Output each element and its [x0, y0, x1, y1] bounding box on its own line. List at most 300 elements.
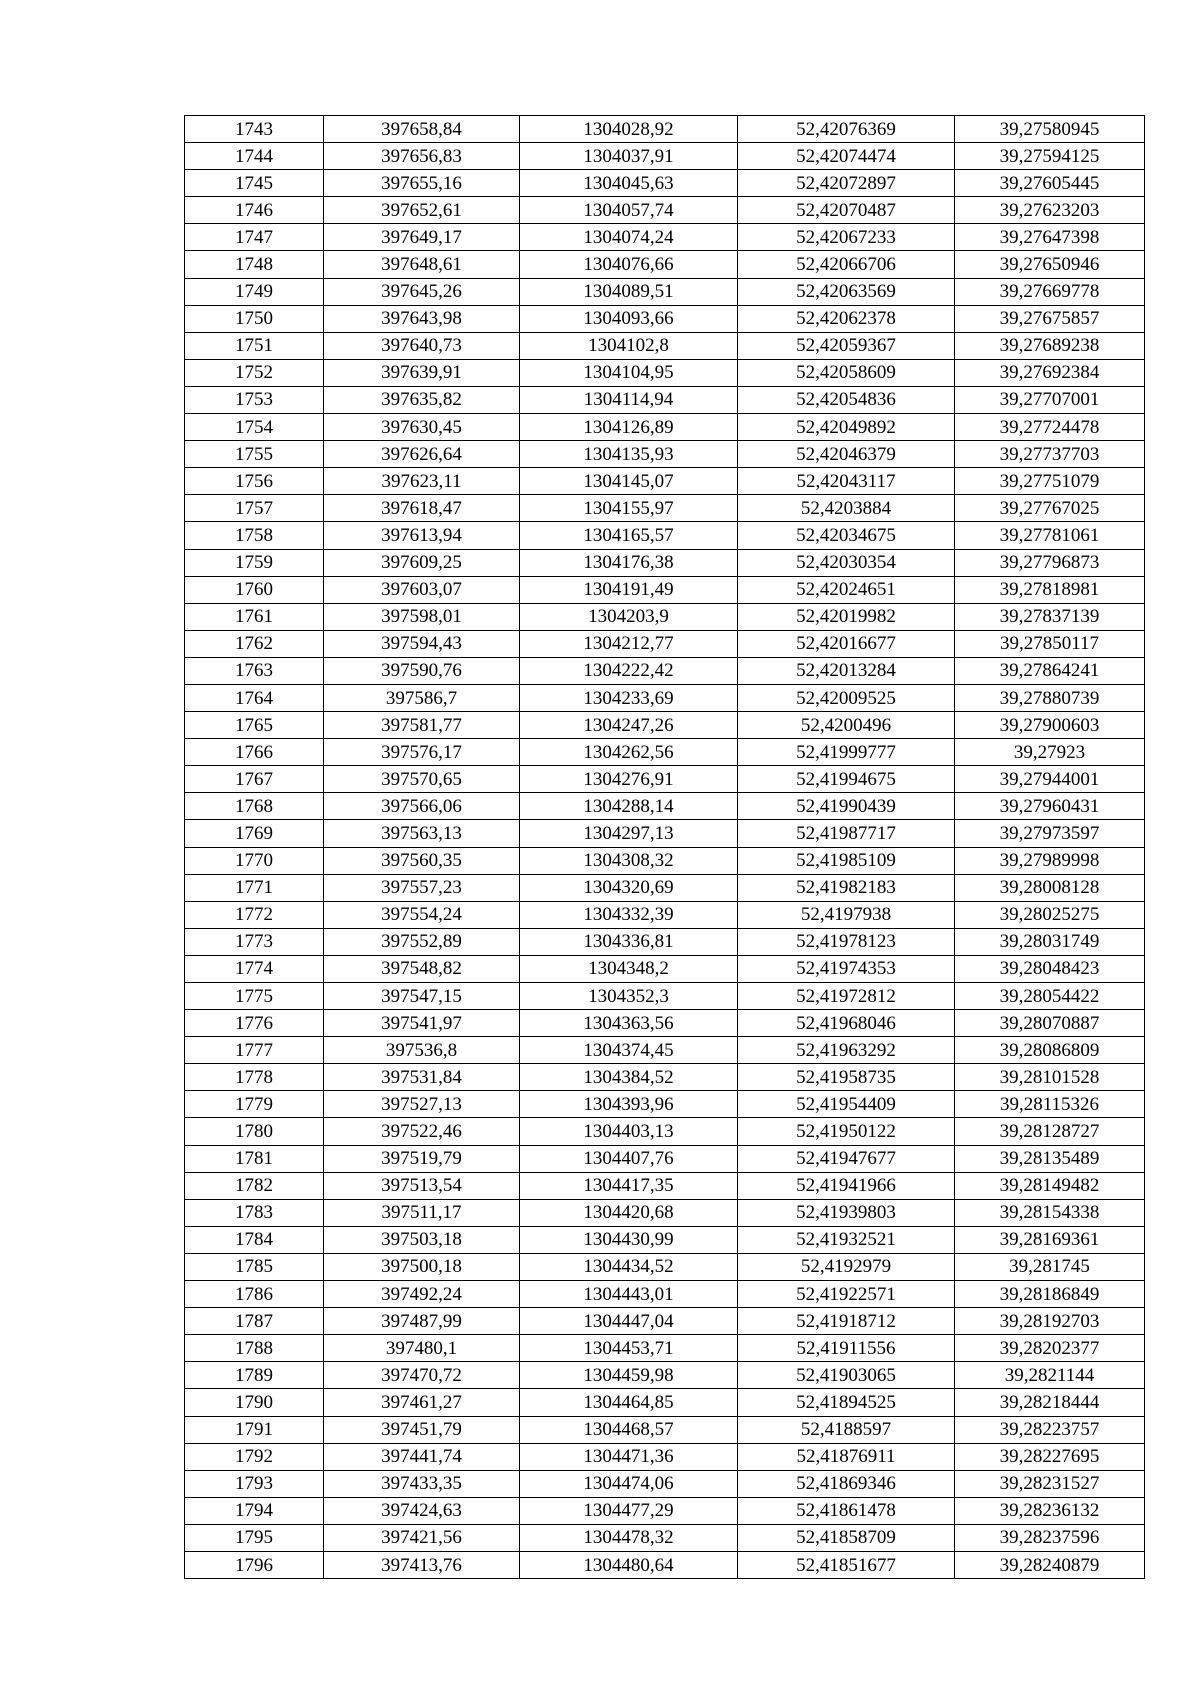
point-number-cell: 1751: [185, 332, 324, 359]
latitude-cell: 52,42076369: [738, 116, 955, 143]
table-row: [185, 820, 1145, 847]
latitude-cell: 52,41941966: [738, 1172, 955, 1199]
x-coordinate-cell: 397487,99: [324, 1308, 520, 1335]
x-coordinate-cell: 397623,11: [324, 468, 520, 495]
latitude-cell: 52,41918712: [738, 1308, 955, 1335]
latitude-cell: 52,41922571: [738, 1281, 955, 1308]
point-number-cell: 1786: [185, 1281, 324, 1308]
longitude-cell: 39,28169361: [955, 1226, 1145, 1253]
x-coordinate-cell: 397480,1: [324, 1335, 520, 1362]
point-number-cell: 1782: [185, 1172, 324, 1199]
point-number-cell: 1796: [185, 1551, 324, 1578]
y-coordinate-cell: 1304114,94: [520, 386, 738, 413]
x-coordinate-cell: 397522,46: [324, 1118, 520, 1145]
table-row: [185, 1362, 1145, 1389]
latitude-cell: 52,41903065: [738, 1362, 955, 1389]
latitude-cell: 52,4188597: [738, 1416, 955, 1443]
y-coordinate-cell: 1304348,2: [520, 955, 738, 982]
x-coordinate-cell: 397441,74: [324, 1443, 520, 1470]
x-coordinate-cell: 397503,18: [324, 1226, 520, 1253]
x-coordinate-cell: 397626,64: [324, 441, 520, 468]
longitude-cell: 39,28048423: [955, 955, 1145, 982]
latitude-cell: 52,41968046: [738, 1010, 955, 1037]
latitude-cell: 52,41939803: [738, 1199, 955, 1226]
x-coordinate-cell: 397658,84: [324, 116, 520, 143]
y-coordinate-cell: 1304076,66: [520, 251, 738, 278]
x-coordinate-cell: 397643,98: [324, 305, 520, 332]
longitude-cell: 39,27594125: [955, 143, 1145, 170]
table-row: [185, 901, 1145, 928]
latitude-cell: 52,41994675: [738, 766, 955, 793]
y-coordinate-cell: 1304407,76: [520, 1145, 738, 1172]
table-row: [185, 332, 1145, 359]
y-coordinate-cell: 1304430,99: [520, 1226, 738, 1253]
latitude-cell: 52,42067233: [738, 224, 955, 251]
point-number-cell: 1780: [185, 1118, 324, 1145]
table-row: [185, 1199, 1145, 1226]
latitude-cell: 52,4200496: [738, 712, 955, 739]
longitude-cell: 39,28086809: [955, 1037, 1145, 1064]
x-coordinate-cell: 397635,82: [324, 386, 520, 413]
table-row: [185, 1091, 1145, 1118]
longitude-cell: 39,27944001: [955, 766, 1145, 793]
point-number-cell: 1794: [185, 1497, 324, 1524]
point-number-cell: 1747: [185, 224, 324, 251]
table-row: [185, 712, 1145, 739]
latitude-cell: 52,42070487: [738, 197, 955, 224]
latitude-cell: 52,42043117: [738, 468, 955, 495]
latitude-cell: 52,41985109: [738, 847, 955, 874]
latitude-cell: 52,41950122: [738, 1118, 955, 1145]
longitude-cell: 39,28223757: [955, 1416, 1145, 1443]
x-coordinate-cell: 397560,35: [324, 847, 520, 874]
longitude-cell: 39,28237596: [955, 1524, 1145, 1551]
longitude-cell: 39,27647398: [955, 224, 1145, 251]
x-coordinate-cell: 397594,43: [324, 630, 520, 657]
table-row: [185, 197, 1145, 224]
table-row: [185, 359, 1145, 386]
latitude-cell: 52,41974353: [738, 955, 955, 982]
y-coordinate-cell: 1304288,14: [520, 793, 738, 820]
point-number-cell: 1756: [185, 468, 324, 495]
longitude-cell: 39,28070887: [955, 1010, 1145, 1037]
longitude-cell: 39,27880739: [955, 684, 1145, 711]
longitude-cell: 39,27960431: [955, 793, 1145, 820]
latitude-cell: 52,42074474: [738, 143, 955, 170]
point-number-cell: 1746: [185, 197, 324, 224]
x-coordinate-cell: 397652,61: [324, 197, 520, 224]
x-coordinate-cell: 397630,45: [324, 414, 520, 441]
table-row: [185, 684, 1145, 711]
point-number-cell: 1792: [185, 1443, 324, 1470]
x-coordinate-cell: 397536,8: [324, 1037, 520, 1064]
latitude-cell: 52,42062378: [738, 305, 955, 332]
table-row: [185, 1253, 1145, 1280]
table-row: [185, 1470, 1145, 1497]
point-number-cell: 1755: [185, 441, 324, 468]
x-coordinate-cell: 397470,72: [324, 1362, 520, 1389]
y-coordinate-cell: 1304447,04: [520, 1308, 738, 1335]
x-coordinate-cell: 397531,84: [324, 1064, 520, 1091]
y-coordinate-cell: 1304093,66: [520, 305, 738, 332]
latitude-cell: 52,42072897: [738, 170, 955, 197]
latitude-cell: 52,42019982: [738, 603, 955, 630]
point-number-cell: 1776: [185, 1010, 324, 1037]
table-row: [185, 251, 1145, 278]
table-row: [185, 143, 1145, 170]
longitude-cell: 39,27837139: [955, 603, 1145, 630]
y-coordinate-cell: 1304222,42: [520, 657, 738, 684]
latitude-cell: 52,41911556: [738, 1335, 955, 1362]
longitude-cell: 39,27650946: [955, 251, 1145, 278]
table-row: [185, 1145, 1145, 1172]
point-number-cell: 1749: [185, 278, 324, 305]
x-coordinate-cell: 397649,17: [324, 224, 520, 251]
table-row: [185, 1308, 1145, 1335]
x-coordinate-cell: 397421,56: [324, 1524, 520, 1551]
latitude-cell: 52,42066706: [738, 251, 955, 278]
latitude-cell: 52,42059367: [738, 332, 955, 359]
x-coordinate-cell: 397557,23: [324, 874, 520, 901]
y-coordinate-cell: 1304203,9: [520, 603, 738, 630]
y-coordinate-cell: 1304104,95: [520, 359, 738, 386]
x-coordinate-cell: 397461,27: [324, 1389, 520, 1416]
table-row: [185, 630, 1145, 657]
x-coordinate-cell: 397548,82: [324, 955, 520, 982]
longitude-cell: 39,28186849: [955, 1281, 1145, 1308]
longitude-cell: 39,28202377: [955, 1335, 1145, 1362]
table-row: [185, 1226, 1145, 1253]
table-row: [185, 1389, 1145, 1416]
longitude-cell: 39,28236132: [955, 1497, 1145, 1524]
point-number-cell: 1791: [185, 1416, 324, 1443]
latitude-cell: 52,41954409: [738, 1091, 955, 1118]
longitude-cell: 39,28192703: [955, 1308, 1145, 1335]
point-number-cell: 1787: [185, 1308, 324, 1335]
point-number-cell: 1781: [185, 1145, 324, 1172]
latitude-cell: 52,42009525: [738, 684, 955, 711]
longitude-cell: 39,28154338: [955, 1199, 1145, 1226]
latitude-cell: 52,4192979: [738, 1253, 955, 1280]
longitude-cell: 39,27675857: [955, 305, 1145, 332]
longitude-cell: 39,27781061: [955, 522, 1145, 549]
latitude-cell: 52,42034675: [738, 522, 955, 549]
point-number-cell: 1767: [185, 766, 324, 793]
point-number-cell: 1789: [185, 1362, 324, 1389]
y-coordinate-cell: 1304233,69: [520, 684, 738, 711]
table-row: [185, 739, 1145, 766]
longitude-cell: 39,27864241: [955, 657, 1145, 684]
longitude-cell: 39,28218444: [955, 1389, 1145, 1416]
longitude-cell: 39,27623203: [955, 197, 1145, 224]
x-coordinate-cell: 397511,17: [324, 1199, 520, 1226]
y-coordinate-cell: 1304459,98: [520, 1362, 738, 1389]
y-coordinate-cell: 1304477,29: [520, 1497, 738, 1524]
longitude-cell: 39,27973597: [955, 820, 1145, 847]
table-row: [185, 414, 1145, 441]
x-coordinate-cell: 397519,79: [324, 1145, 520, 1172]
table-row: [185, 278, 1145, 305]
latitude-cell: 52,41963292: [738, 1037, 955, 1064]
point-number-cell: 1752: [185, 359, 324, 386]
y-coordinate-cell: 1304417,35: [520, 1172, 738, 1199]
x-coordinate-cell: 397640,73: [324, 332, 520, 359]
point-number-cell: 1745: [185, 170, 324, 197]
table-row: [185, 441, 1145, 468]
table-row: [185, 576, 1145, 603]
latitude-cell: 52,41978123: [738, 928, 955, 955]
y-coordinate-cell: 1304045,63: [520, 170, 738, 197]
longitude-cell: 39,27724478: [955, 414, 1145, 441]
x-coordinate-cell: 397552,89: [324, 928, 520, 955]
y-coordinate-cell: 1304276,91: [520, 766, 738, 793]
latitude-cell: 52,42046379: [738, 441, 955, 468]
point-number-cell: 1761: [185, 603, 324, 630]
point-number-cell: 1768: [185, 793, 324, 820]
table-row: [185, 928, 1145, 955]
longitude-cell: 39,281745: [955, 1253, 1145, 1280]
point-number-cell: 1777: [185, 1037, 324, 1064]
point-number-cell: 1773: [185, 928, 324, 955]
latitude-cell: 52,42013284: [738, 657, 955, 684]
point-number-cell: 1788: [185, 1335, 324, 1362]
y-coordinate-cell: 1304247,26: [520, 712, 738, 739]
table-row: [185, 603, 1145, 630]
x-coordinate-cell: 397424,63: [324, 1497, 520, 1524]
y-coordinate-cell: 1304102,8: [520, 332, 738, 359]
x-coordinate-cell: 397613,94: [324, 522, 520, 549]
table-row: [185, 1497, 1145, 1524]
x-coordinate-cell: 397645,26: [324, 278, 520, 305]
x-coordinate-cell: 397639,91: [324, 359, 520, 386]
point-number-cell: 1762: [185, 630, 324, 657]
x-coordinate-cell: 397433,35: [324, 1470, 520, 1497]
table-row: [185, 1524, 1145, 1551]
point-number-cell: 1744: [185, 143, 324, 170]
y-coordinate-cell: 1304474,06: [520, 1470, 738, 1497]
point-number-cell: 1784: [185, 1226, 324, 1253]
y-coordinate-cell: 1304320,69: [520, 874, 738, 901]
y-coordinate-cell: 1304037,91: [520, 143, 738, 170]
table-row: [185, 793, 1145, 820]
longitude-cell: 39,28227695: [955, 1443, 1145, 1470]
latitude-cell: 52,41932521: [738, 1226, 955, 1253]
y-coordinate-cell: 1304434,52: [520, 1253, 738, 1280]
longitude-cell: 39,27818981: [955, 576, 1145, 603]
latitude-cell: 52,42016677: [738, 630, 955, 657]
longitude-cell: 39,28025275: [955, 901, 1145, 928]
y-coordinate-cell: 1304165,57: [520, 522, 738, 549]
latitude-cell: 52,42049892: [738, 414, 955, 441]
point-number-cell: 1770: [185, 847, 324, 874]
longitude-cell: 39,27737703: [955, 441, 1145, 468]
y-coordinate-cell: 1304374,45: [520, 1037, 738, 1064]
y-coordinate-cell: 1304297,13: [520, 820, 738, 847]
point-number-cell: 1779: [185, 1091, 324, 1118]
x-coordinate-cell: 397527,13: [324, 1091, 520, 1118]
latitude-cell: 52,41851677: [738, 1551, 955, 1578]
longitude-cell: 39,27605445: [955, 170, 1145, 197]
table-row: [185, 468, 1145, 495]
x-coordinate-cell: 397586,7: [324, 684, 520, 711]
x-coordinate-cell: 397590,76: [324, 657, 520, 684]
longitude-cell: 39,28008128: [955, 874, 1145, 901]
point-number-cell: 1757: [185, 495, 324, 522]
point-number-cell: 1764: [185, 684, 324, 711]
table-row: [185, 170, 1145, 197]
latitude-cell: 52,41861478: [738, 1497, 955, 1524]
table-row: [185, 1443, 1145, 1470]
longitude-cell: 39,28101528: [955, 1064, 1145, 1091]
y-coordinate-cell: 1304384,52: [520, 1064, 738, 1091]
coordinates-table: [184, 115, 1145, 1579]
x-coordinate-cell: 397492,24: [324, 1281, 520, 1308]
table-row: [185, 1335, 1145, 1362]
longitude-cell: 39,28240879: [955, 1551, 1145, 1578]
longitude-cell: 39,28054422: [955, 983, 1145, 1010]
point-number-cell: 1793: [185, 1470, 324, 1497]
x-coordinate-cell: 397547,15: [324, 983, 520, 1010]
table-row: [185, 386, 1145, 413]
latitude-cell: 52,41982183: [738, 874, 955, 901]
point-number-cell: 1754: [185, 414, 324, 441]
table-row: [185, 1551, 1145, 1578]
point-number-cell: 1753: [185, 386, 324, 413]
table-row: [185, 766, 1145, 793]
point-number-cell: 1763: [185, 657, 324, 684]
y-coordinate-cell: 1304089,51: [520, 278, 738, 305]
latitude-cell: 52,4197938: [738, 901, 955, 928]
y-coordinate-cell: 1304145,07: [520, 468, 738, 495]
table-row: [185, 1416, 1145, 1443]
table-row: [185, 224, 1145, 251]
longitude-cell: 39,27767025: [955, 495, 1145, 522]
longitude-cell: 39,27751079: [955, 468, 1145, 495]
y-coordinate-cell: 1304057,74: [520, 197, 738, 224]
longitude-cell: 39,27707001: [955, 386, 1145, 413]
longitude-cell: 39,28115326: [955, 1091, 1145, 1118]
coordinates-table-body: [185, 116, 1145, 1579]
table-row: [185, 1172, 1145, 1199]
point-number-cell: 1772: [185, 901, 324, 928]
table-row: [185, 522, 1145, 549]
point-number-cell: 1748: [185, 251, 324, 278]
latitude-cell: 52,42054836: [738, 386, 955, 413]
y-coordinate-cell: 1304135,93: [520, 441, 738, 468]
y-coordinate-cell: 1304126,89: [520, 414, 738, 441]
latitude-cell: 52,41894525: [738, 1389, 955, 1416]
table-row: [185, 305, 1145, 332]
y-coordinate-cell: 1304336,81: [520, 928, 738, 955]
longitude-cell: 39,28128727: [955, 1118, 1145, 1145]
y-coordinate-cell: 1304212,77: [520, 630, 738, 657]
point-number-cell: 1758: [185, 522, 324, 549]
y-coordinate-cell: 1304191,49: [520, 576, 738, 603]
latitude-cell: 52,41987717: [738, 820, 955, 847]
table-row: [185, 657, 1145, 684]
point-number-cell: 1769: [185, 820, 324, 847]
latitude-cell: 52,41947677: [738, 1145, 955, 1172]
y-coordinate-cell: 1304332,39: [520, 901, 738, 928]
point-number-cell: 1775: [185, 983, 324, 1010]
x-coordinate-cell: 397656,83: [324, 143, 520, 170]
longitude-cell: 39,2821144: [955, 1362, 1145, 1389]
latitude-cell: 52,42024651: [738, 576, 955, 603]
x-coordinate-cell: 397648,61: [324, 251, 520, 278]
x-coordinate-cell: 397655,16: [324, 170, 520, 197]
longitude-cell: 39,27923: [955, 739, 1145, 766]
longitude-cell: 39,27692384: [955, 359, 1145, 386]
y-coordinate-cell: 1304464,85: [520, 1389, 738, 1416]
latitude-cell: 52,41858709: [738, 1524, 955, 1551]
x-coordinate-cell: 397451,79: [324, 1416, 520, 1443]
y-coordinate-cell: 1304176,38: [520, 549, 738, 576]
x-coordinate-cell: 397563,13: [324, 820, 520, 847]
point-number-cell: 1759: [185, 549, 324, 576]
x-coordinate-cell: 397618,47: [324, 495, 520, 522]
point-number-cell: 1765: [185, 712, 324, 739]
table-row: [185, 116, 1145, 143]
x-coordinate-cell: 397554,24: [324, 901, 520, 928]
latitude-cell: 52,41869346: [738, 1470, 955, 1497]
y-coordinate-cell: 1304352,3: [520, 983, 738, 1010]
x-coordinate-cell: 397598,01: [324, 603, 520, 630]
point-number-cell: 1774: [185, 955, 324, 982]
x-coordinate-cell: 397500,18: [324, 1253, 520, 1280]
point-number-cell: 1790: [185, 1389, 324, 1416]
table-row: [185, 495, 1145, 522]
x-coordinate-cell: 397566,06: [324, 793, 520, 820]
y-coordinate-cell: 1304155,97: [520, 495, 738, 522]
y-coordinate-cell: 1304471,36: [520, 1443, 738, 1470]
longitude-cell: 39,28135489: [955, 1145, 1145, 1172]
y-coordinate-cell: 1304403,13: [520, 1118, 738, 1145]
table-row: [185, 1037, 1145, 1064]
point-number-cell: 1783: [185, 1199, 324, 1226]
latitude-cell: 52,41990439: [738, 793, 955, 820]
y-coordinate-cell: 1304028,92: [520, 116, 738, 143]
y-coordinate-cell: 1304478,32: [520, 1524, 738, 1551]
longitude-cell: 39,28031749: [955, 928, 1145, 955]
longitude-cell: 39,28231527: [955, 1470, 1145, 1497]
point-number-cell: 1766: [185, 739, 324, 766]
latitude-cell: 52,42063569: [738, 278, 955, 305]
y-coordinate-cell: 1304468,57: [520, 1416, 738, 1443]
point-number-cell: 1760: [185, 576, 324, 603]
y-coordinate-cell: 1304480,64: [520, 1551, 738, 1578]
table-row: [185, 1010, 1145, 1037]
latitude-cell: 52,41876911: [738, 1443, 955, 1470]
point-number-cell: 1743: [185, 116, 324, 143]
table-row: [185, 1281, 1145, 1308]
x-coordinate-cell: 397576,17: [324, 739, 520, 766]
x-coordinate-cell: 397541,97: [324, 1010, 520, 1037]
x-coordinate-cell: 397413,76: [324, 1551, 520, 1578]
y-coordinate-cell: 1304074,24: [520, 224, 738, 251]
longitude-cell: 39,27900603: [955, 712, 1145, 739]
table-row: [185, 549, 1145, 576]
point-number-cell: 1795: [185, 1524, 324, 1551]
longitude-cell: 39,27689238: [955, 332, 1145, 359]
point-number-cell: 1785: [185, 1253, 324, 1280]
y-coordinate-cell: 1304453,71: [520, 1335, 738, 1362]
y-coordinate-cell: 1304393,96: [520, 1091, 738, 1118]
latitude-cell: 52,41958735: [738, 1064, 955, 1091]
latitude-cell: 52,42030354: [738, 549, 955, 576]
latitude-cell: 52,4203884: [738, 495, 955, 522]
latitude-cell: 52,42058609: [738, 359, 955, 386]
y-coordinate-cell: 1304443,01: [520, 1281, 738, 1308]
